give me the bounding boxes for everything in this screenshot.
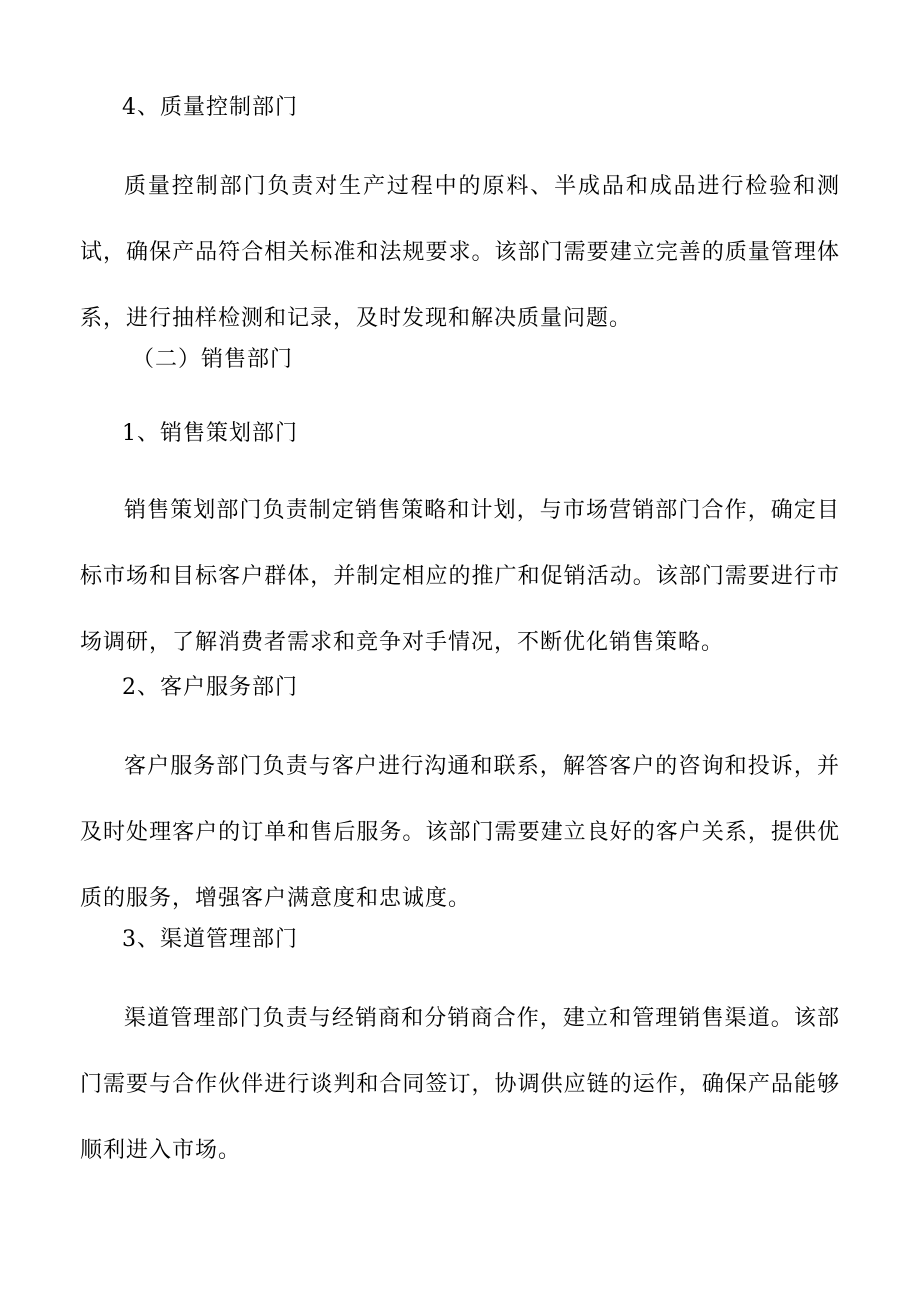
heading-customer-service: 2、客户服务部门 [122, 675, 298, 700]
paragraph-customer-service: 客户服务部门负责与客户进行沟通和联系，解答客户的咨询和投诉，并及时处理客户的订单和售后服务。该部门需要建立良好的客户关系，提供优质的服务，增强客户满意度和忠诚度。 [80, 754, 840, 911]
paragraph-channel-management: 渠道管理部门负责与经销商和分销商合作，建立和管理销售渠道。该部门需要与合作伙伴进行谈判和合同签订，协调供应链的运作，确保产品能够顺利进入市场。 [80, 1006, 840, 1163]
paragraph-sales-planning: 销售策划部门负责制定销售策略和计划，与市场营销部门合作，确定目标市场和目标客户群体，并制定相应的推广和促销活动。该部门需要进行市场调研，了解消费者需求和竞争对手情况，不断优化销售策略。 [80, 498, 840, 655]
heading-sales-department: （二）销售部门 [132, 347, 294, 372]
heading-quality-control: 4、质量控制部门 [122, 95, 298, 120]
heading-sales-planning: 1、销售策划部门 [122, 421, 298, 446]
paragraph-quality-control: 质量控制部门负责对生产过程中的原料、半成品和成品进行检验和测试，确保产品符合相关标准和法规要求。该部门需要建立完善的质量管理体系，进行抽样检测和记录，及时发现和解决质量问题。 [80, 174, 840, 331]
heading-channel-management: 3、渠道管理部门 [122, 927, 298, 952]
